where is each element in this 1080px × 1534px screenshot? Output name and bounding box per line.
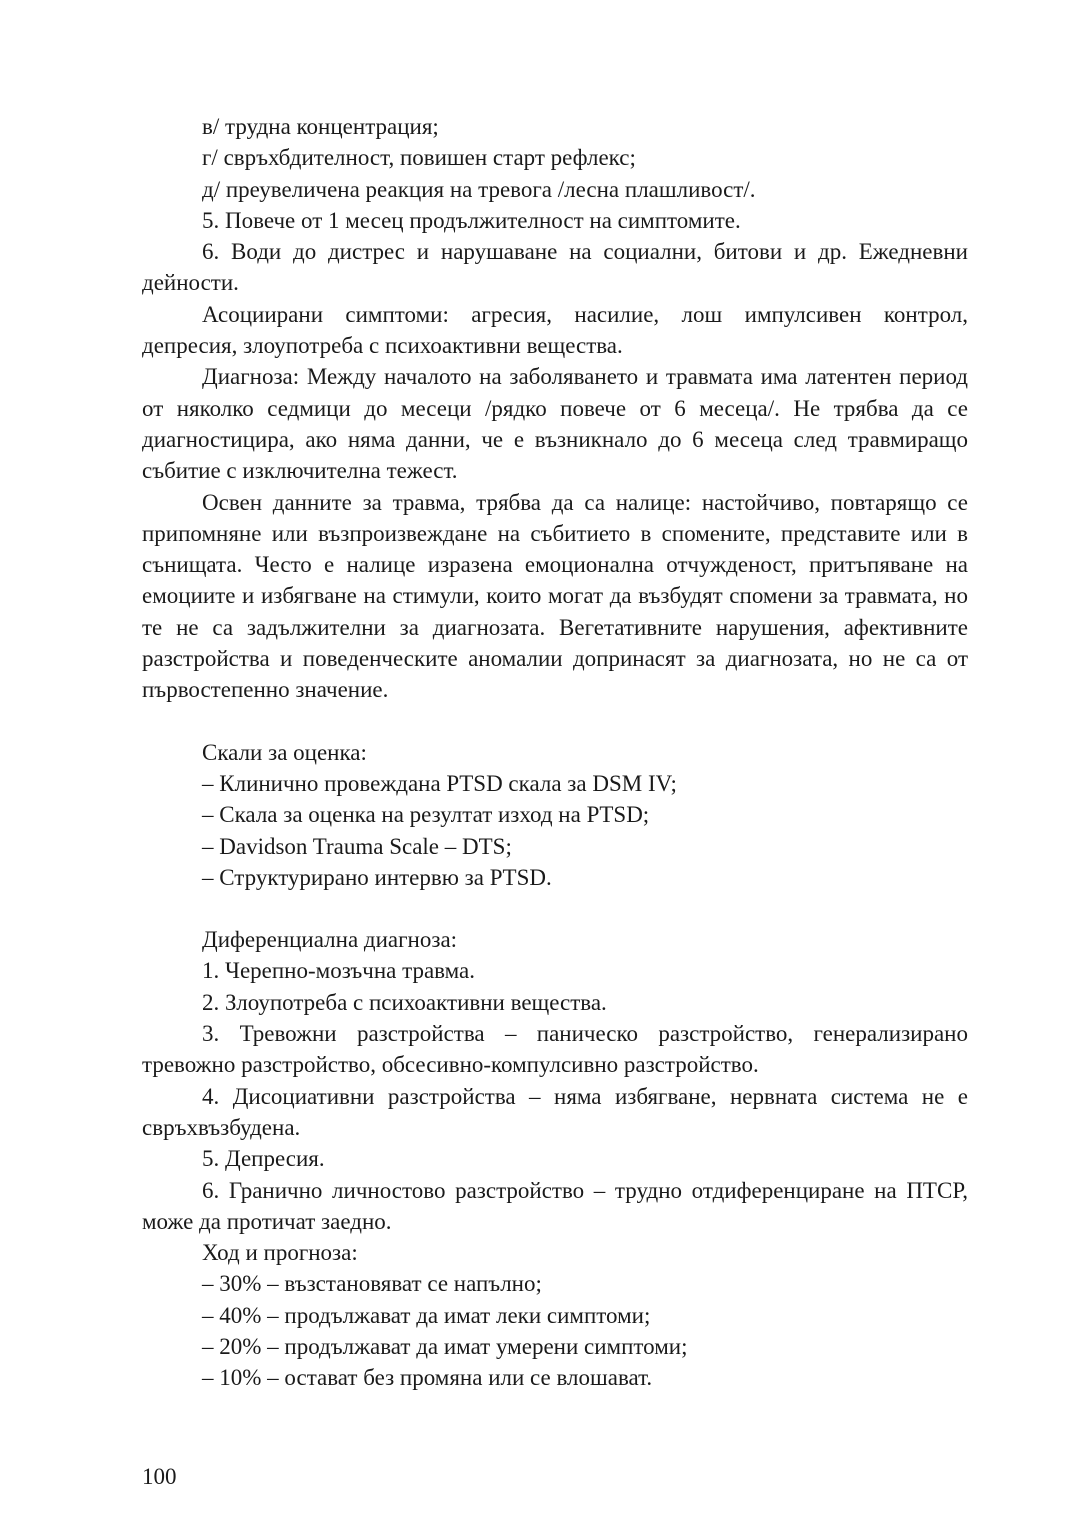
scale-item: – Структурирано интервю за PTSD.: [202, 864, 552, 890]
differential-item: 1. Черепно-мозъчна травма.: [202, 958, 475, 984]
diagnosis-paragraph: Диагноза: Между началото на заболяването и травмата има латентен период от няколко седмици до месеци /рядко повече от 6 месеца/. Не трябва да се диагностицира, ако няма данни, че е възникнало до 6 месеца след травмиращо събитие с изключителна тежест.: [142, 364, 968, 484]
section-gap: [142, 706, 968, 737]
course-item: – 10% – остават без промяна или се влошават.: [202, 1365, 653, 1391]
differential-item: 3. Тревожни разстройства – паническо разстройство, генерализирано тревожно разстройство, обсесивно-компулсивно разстройство.: [142, 1021, 968, 1078]
course-item: – 30% – възстановяват се напълно;: [202, 1271, 542, 1297]
course-item: – 40% – продължават да имат леки симптоми;: [202, 1302, 651, 1328]
trauma-criteria-paragraph: Освен данните за травма, трябва да са налице: настойчиво, повтарящо се припомняне или възпроизвеждане на събитието в спомените, представите или в сънищата. Често е налице изразена емоционална отчужденост, притъпяване на емоциите и избягване на стимули, които могат да възбудят спомени за травмата, но те не са задължителни за диагнозата. Вегетативните нарушения, афективните разстройства и поведенческите аномалии допринасят за диагнозата, но не са от първостепенно значение.: [142, 489, 968, 703]
criterion-distress: 6. Води до дистрес и нарушаване на социални, битови и др. Ежедневни дейности.: [142, 239, 968, 296]
differential-item: 6. Гранично личностово разстройство – трудно отдиференциране на ПТСР, може да протичат заедно.: [142, 1177, 968, 1234]
course-heading: Ход и прогноза:: [202, 1240, 358, 1266]
symptom-item-g: г/ свръхбдителност, повишен старт рефлекс;: [202, 145, 636, 171]
associated-symptoms-paragraph: Асоциирани симптоми: агресия, насилие, лош импулсивен контрол, депресия, злоупотреба с психоактивни вещества.: [142, 301, 968, 359]
criterion-duration: 5. Повече от 1 месец продължителност на симптомите.: [202, 207, 741, 233]
differential-heading: Диференциална диагноза:: [202, 927, 458, 953]
differential-item: 2. Злоупотреба с психоактивни вещества.: [202, 989, 607, 1015]
scales-heading: Скали за оценка:: [202, 739, 367, 765]
symptom-item-v: в/ трудна концентрация;: [202, 114, 439, 139]
section-gap: [142, 893, 968, 924]
differential-item: 4. Дисоциативни разстройства – няма избягване, нервната система не е свръхвъзбудена.: [142, 1083, 968, 1140]
scale-item: – Davidson Trauma Scale – DTS;: [202, 833, 512, 859]
symptom-item-d: д/ преувеличена реакция на тревога /лесна плашливост/.: [202, 176, 756, 202]
page-number: 100: [142, 1464, 177, 1489]
scale-item: – Клинично провеждана PTSD скала за DSM IV;: [202, 770, 677, 796]
differential-item: 5. Депресия.: [202, 1146, 325, 1172]
course-item: – 20% – продължават да имат умерени симптоми;: [202, 1333, 688, 1359]
page-body: [142, 111, 968, 1394]
scale-item: – Скала за оценка на резултат изход на PTSD;: [202, 802, 650, 828]
